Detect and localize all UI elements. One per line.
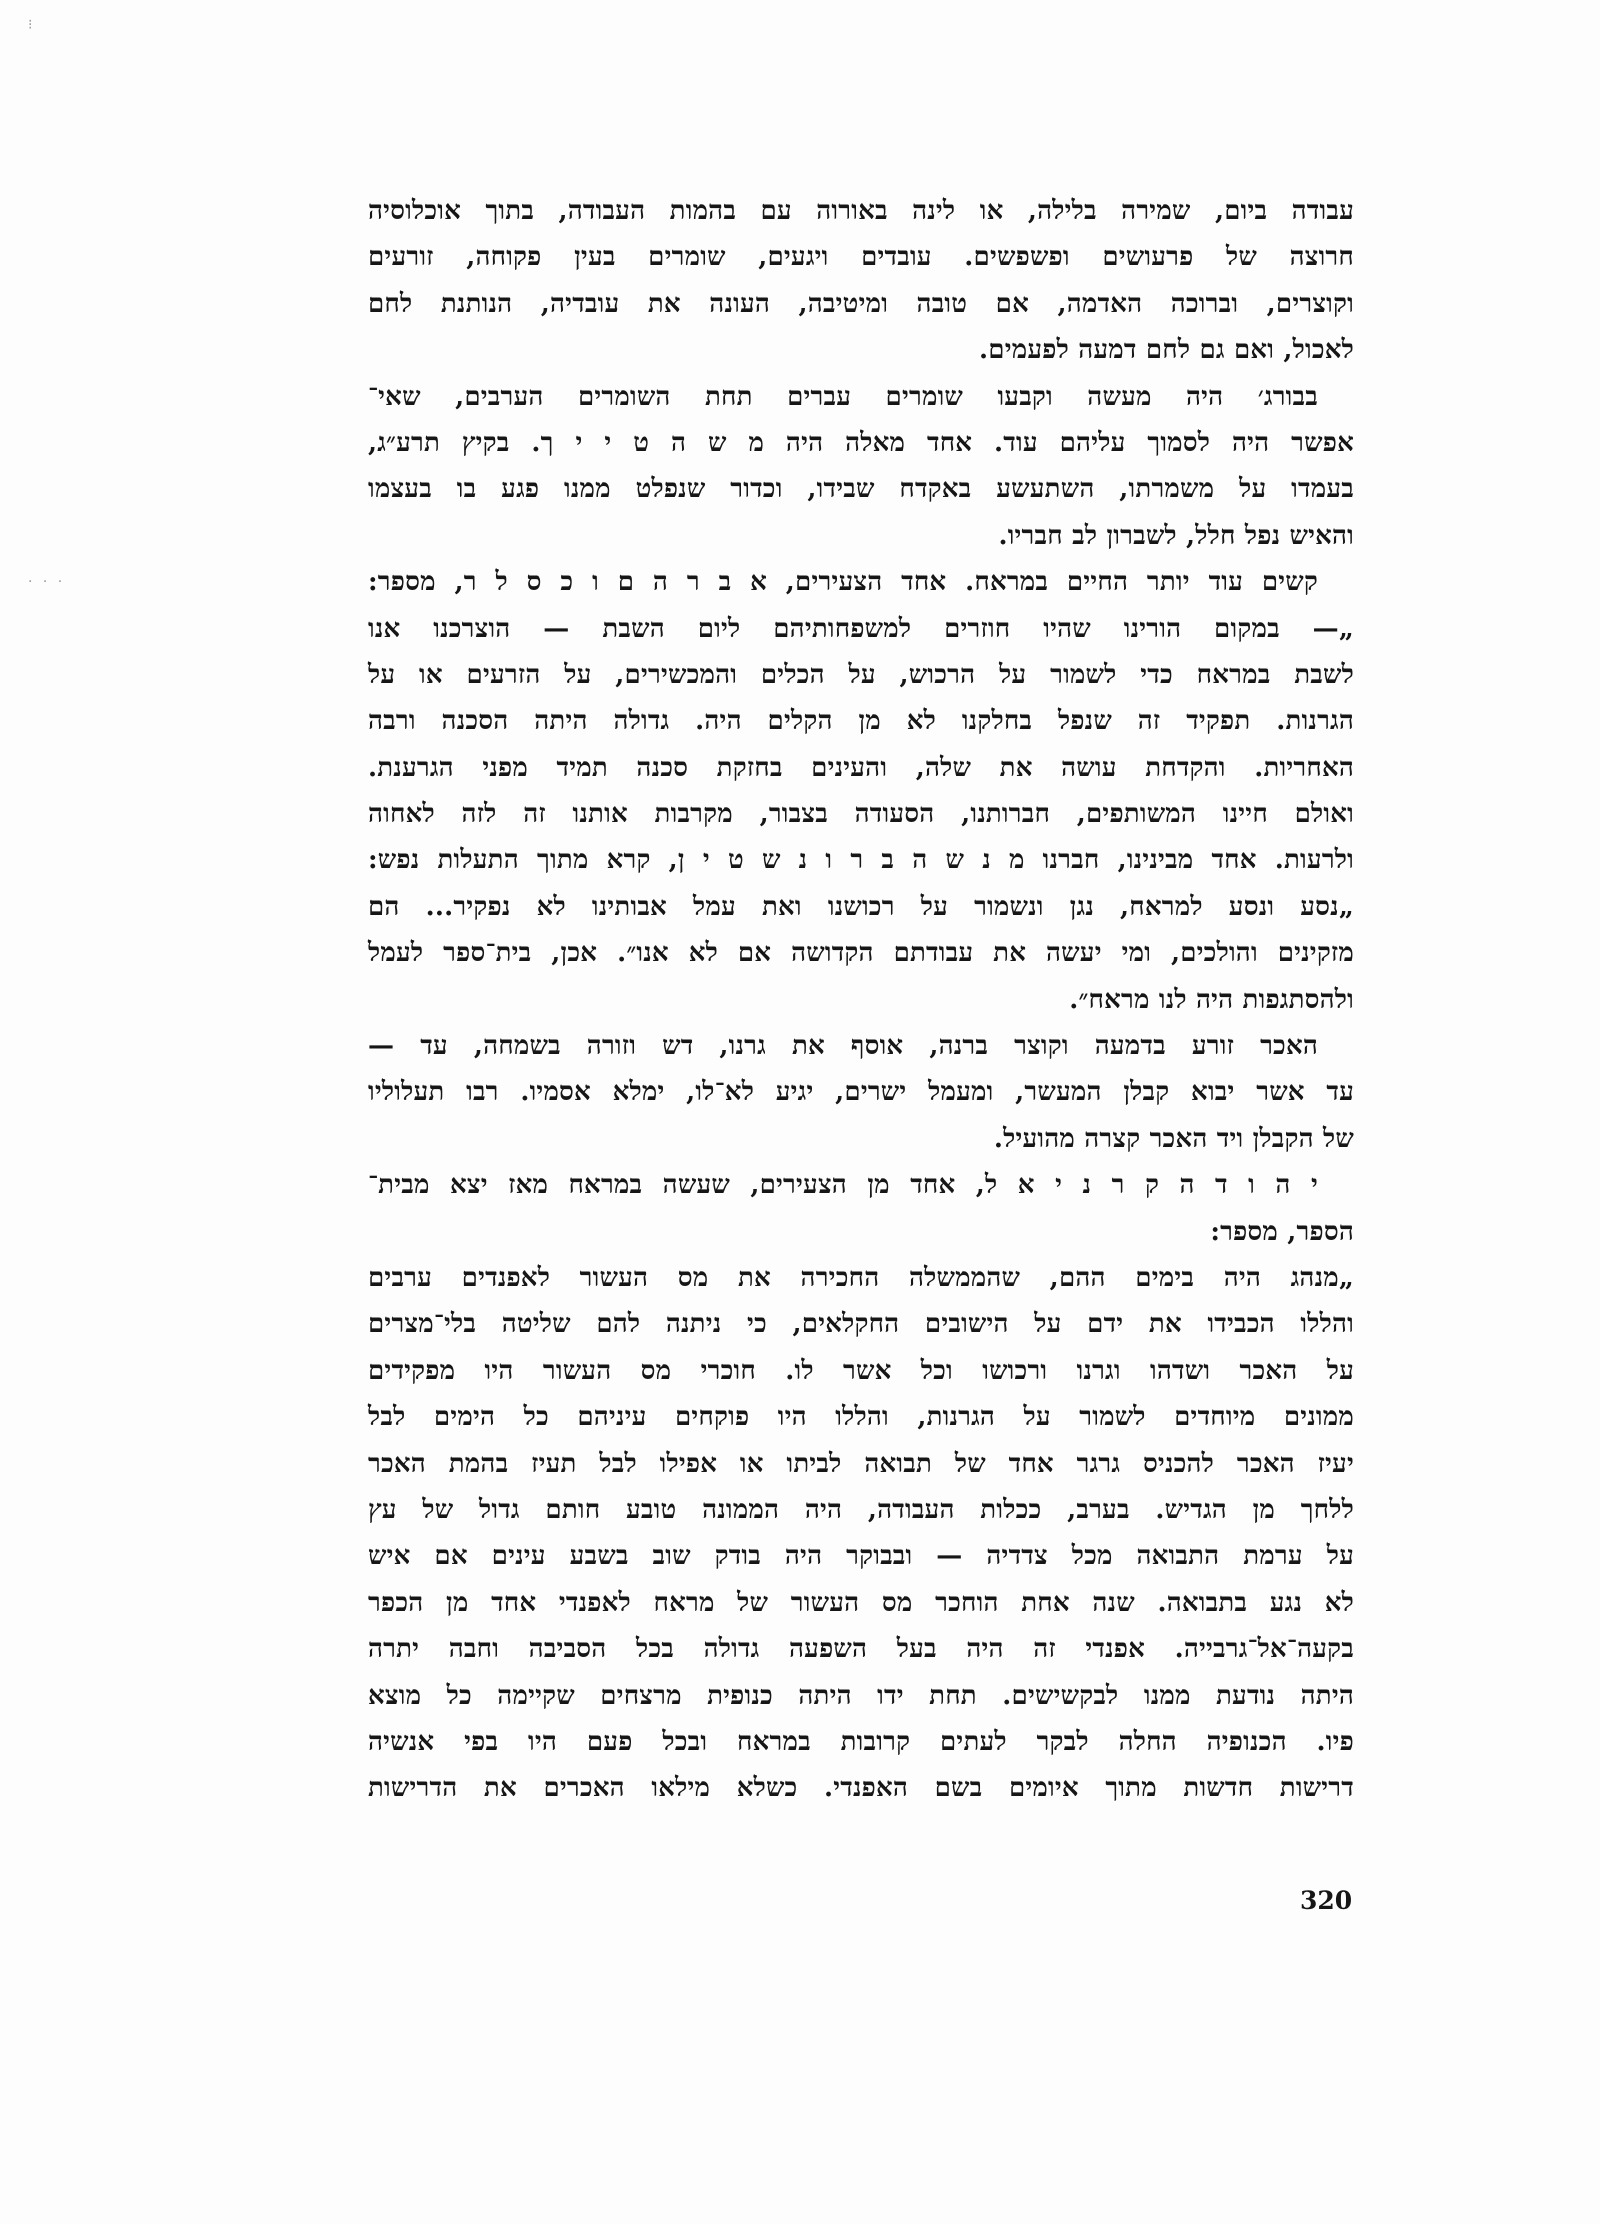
text-line: פיו. הכנופיה החלה לבקר לעתים קרובות במראח ובכל פעם היו בפי אנשיה bbox=[368, 1726, 1354, 1757]
text-line: „מנהג היה בימים ההם, שהממשלה החכירה את מס העשור לאפנדים ערבים bbox=[368, 1262, 1354, 1293]
text-line: „— במקום הורינו שהיו חוזרים למשפחותיהם ליום השבת — הוצרכנו אנו bbox=[368, 613, 1354, 644]
text-line: עבודה ביום, שמירה בלילה, או לינה באורוה עם בהמות העבודה, בתוך אוכלוסיה bbox=[368, 196, 1354, 226]
text-line: ולהסתגפות היה לנו מראח״. bbox=[1069, 984, 1354, 1015]
text-line: בקעה־אל־גרבייה. אפנדי זה היה בעל השפעה גדולה בכל הסביבה וחבה יתרה bbox=[368, 1634, 1354, 1665]
text-line: על ערמת התבואה מכל צדדיה — ובבוקר היה בודק שוב בשבע עינים אם איש bbox=[368, 1541, 1354, 1572]
text-line: ולרעות. אחד מבינינו, חברנו מ נ ש ה ב ר ו נ ש ט י ן, קרא מתוך התעלות נפש: bbox=[368, 845, 1354, 876]
text-line: על האכר ושדהו וגרנו ורכושו וכל אשר לו. חוכרי מס העשור היו מפקידים bbox=[368, 1355, 1354, 1386]
text-line: י ה ו ד ה ק ר נ י א ל, אחד מן הצעירים, שעשה במראח מאז יצא מבית־ bbox=[368, 1170, 1318, 1201]
text-line: מזקינים והולכים, ומי יעשה את עבודתם הקדושה אם לא אנו״. אכן, בית־ספר לעמל bbox=[368, 938, 1354, 969]
text-line: בעמדו על משמרתו, השתעשע באקדח שבידו, וכדור שנפלט ממנו פגע בו בעצמו bbox=[368, 474, 1354, 505]
text-line: ממונים מיוחדים לשמור על הגרנות, והללו היו פוקחים עיניהם כל הימים לבל bbox=[368, 1402, 1354, 1433]
text-line: והאיש נפל חלל, לשברון לב חבריו. bbox=[998, 520, 1354, 551]
text-line: לא נגע בתבואה. שנה אחת הוחכר מס העשור של מראח לאפנדי אחד מן הכפר bbox=[368, 1587, 1354, 1618]
page-number: 320 bbox=[1300, 1886, 1353, 1915]
text-line: האכר זורע בדמעה וקוצר ברנה, אוסף את גרנו, דש וזורה בשמחה, עד — bbox=[368, 1031, 1318, 1062]
text-line: לשבת במראח כדי לשמור על הרכוש, על הכלים והמכשירים, על הזרעים או על bbox=[368, 659, 1354, 690]
text-line: האחריות. והקדחת עושה את שלה, והעינים בחזקת סכנה תמיד מפני הגרענת. bbox=[368, 752, 1354, 783]
text-line: והללו הכבידו את ידם על הישובים החקלאים, כי ניתנה להם שליטה בלי־מצרים bbox=[368, 1309, 1354, 1340]
text-line: הספר, מספר: bbox=[1210, 1216, 1354, 1247]
text-line: „נסע ונסע למראח, נגן ונשמור על רכושנו ואת עמל אבותינו לא נפקיר... הם bbox=[368, 891, 1354, 922]
text-line: הגרנות. תפקיד זה שנפל בחלקנו לא מן הקלים היה. גדולה היתה הסכנה ורבה bbox=[368, 706, 1354, 737]
text-line: עד אשר יבוא קבלן המעשר, ומעמל ישרים, יגיע לא־לו, ימלא אסמיו. רבו תעלוליו bbox=[368, 1077, 1354, 1108]
text-line: אפשר היה לסמוך עליהם עוד. אחד מאלה היה מ ש ה ט י י ך. בקיץ תרע״ג, bbox=[368, 427, 1354, 458]
text-line: יעיז האכר להכניס גרגר אחד של תבואה לביתו או אפילו לבל תעיז בהמת האכר bbox=[368, 1448, 1354, 1479]
text-line: בבורג׳ היה מעשה וקבעו שומרים עברים תחת השומרים הערבים, שאי־ bbox=[368, 381, 1318, 412]
scan-speck: ⁝ bbox=[28, 17, 33, 33]
text-line: לאכול, ואם גם לחם דמעה לפעמים. bbox=[979, 335, 1354, 366]
text-line: דרישות חדשות מתוך איומים בשם האפנדי. כשלא מילאו האכרים את הדרישות bbox=[368, 1773, 1354, 1804]
text-line: קשים עוד יותר החיים במראח. אחד הצעירים, א ב ר ה ם ו כ ס ל ר, מספר: bbox=[368, 567, 1318, 598]
text-line: וקוצרים, וברוכה האדמה, אם טובה ומיטיבה, העונה את עובדיה, הנותנת לחם bbox=[368, 288, 1354, 319]
text-line: ללחך מן הגדיש. בערב, ככלות העבודה, היה הממונה טובע חותם גדול של עץ bbox=[368, 1494, 1354, 1525]
body-text bbox=[368, 188, 1354, 1812]
text-line: ואולם חיינו המשותפים, חברותנו, הסעודה בצבור, מקרבות אותנו זה לזה לאחוה bbox=[368, 799, 1354, 830]
text-line: חרוצה של פרעושים ופשפשים. עובדים ויגעים, שומרים בעין פקוחה, זורעים bbox=[368, 242, 1354, 273]
text-line: היתה נודעת ממנו לבקשישים. תחת ידו היתה כנופית מרצחים שקיימה כל מוצא bbox=[368, 1680, 1354, 1711]
scan-speck: · · · bbox=[28, 574, 66, 590]
text-line: של הקבלן ויד האכר קצרה מהועיל. bbox=[993, 1123, 1354, 1154]
